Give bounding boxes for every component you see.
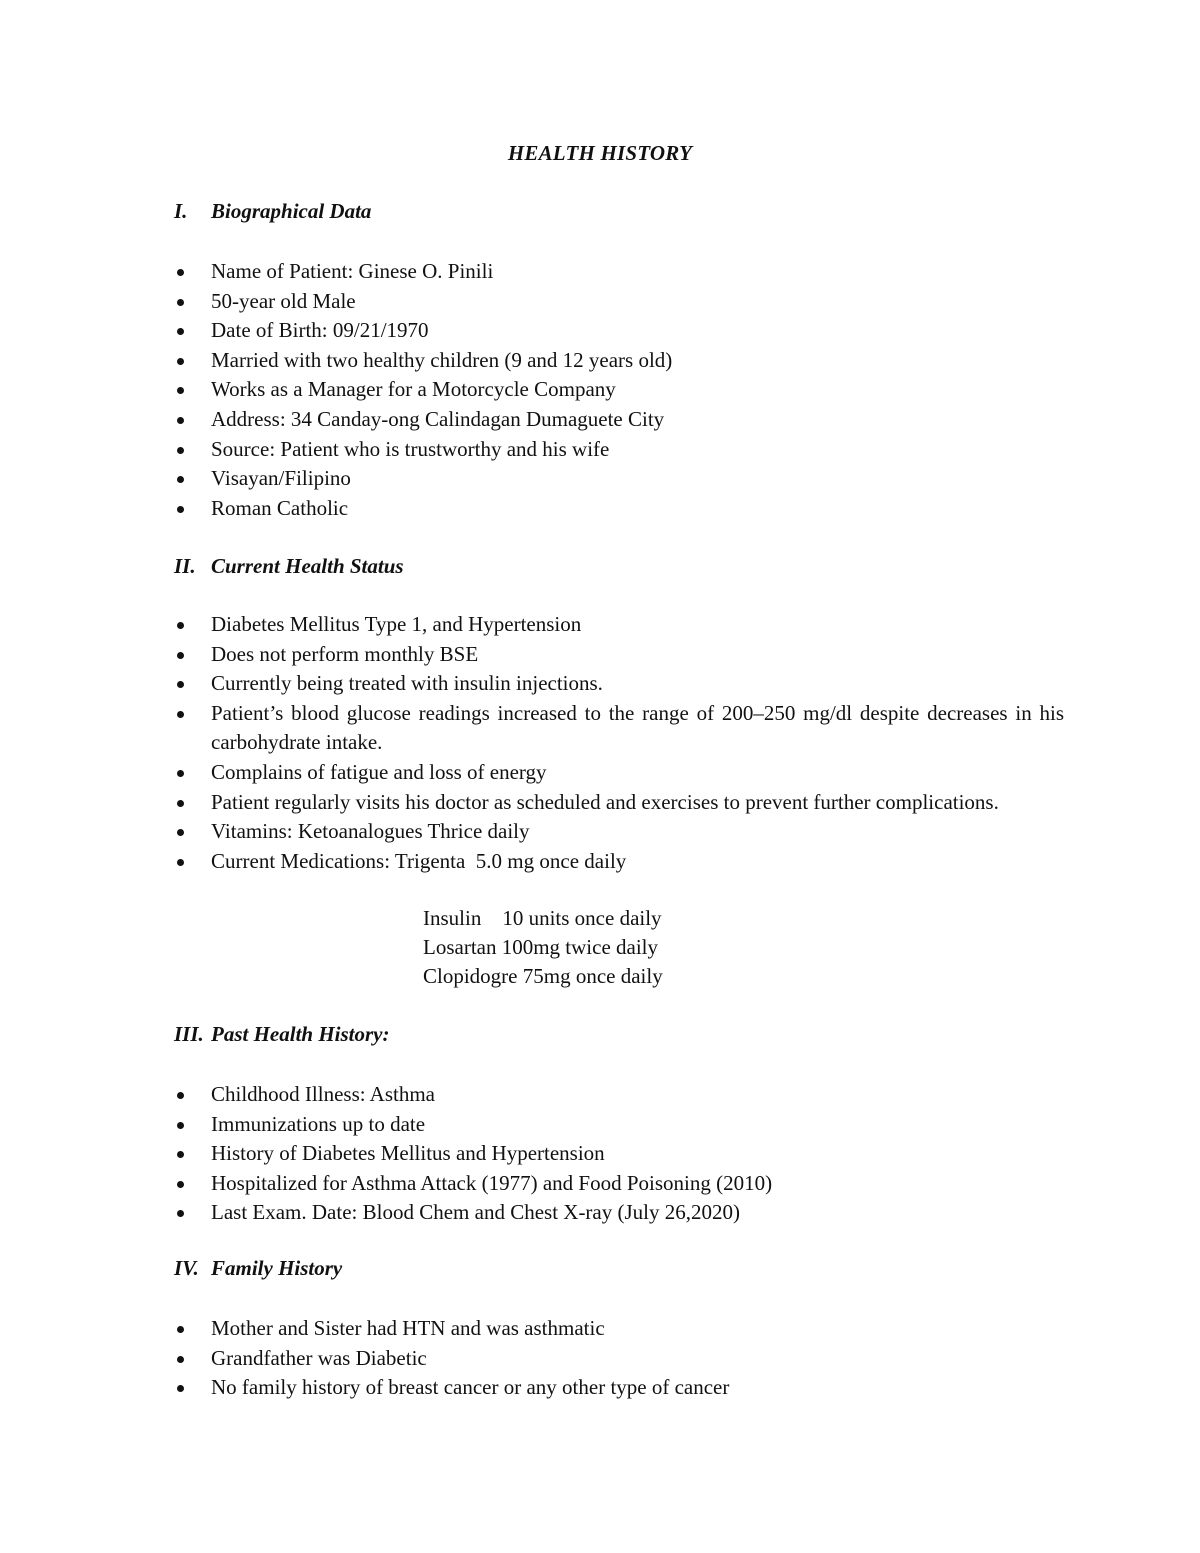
section-number: III. [174, 1022, 204, 1046]
bullet-icon [177, 447, 184, 454]
section-number: II. [174, 554, 196, 578]
bullet-icon [177, 1356, 184, 1363]
bullet-icon [177, 387, 184, 394]
bullet-icon [177, 1210, 184, 1217]
bullet-icon [177, 328, 184, 335]
list-item: Patient’s blood glucose readings increased to the range of 200–250 mg/dl despite decreases in his carbohydrate intake. [174, 699, 1064, 758]
list-item: No family history of breast cancer or any other type of cancer [174, 1373, 1064, 1403]
list-item: Date of Birth: 09/21/1970 [174, 316, 1064, 346]
list-item: Immunizations up to date [174, 1110, 1064, 1140]
list-item: Last Exam. Date: Blood Chem and Chest X-ray (July 26,2020) [174, 1198, 1064, 1228]
bullet-icon [177, 1326, 184, 1333]
medication-line: Losartan 100mg twice daily [423, 935, 659, 959]
bullet-icon [177, 1122, 184, 1129]
list-item: Patient regularly visits his doctor as scheduled and exercises to prevent further complications. [174, 788, 1064, 818]
section-title: Biographical Data [211, 199, 372, 223]
current-health-status-list [174, 610, 1064, 876]
medication-line: Insulin 10 units once daily [423, 906, 662, 930]
bullet-icon [177, 1181, 184, 1188]
bullet-icon [177, 1151, 184, 1158]
list-item: Source: Patient who is trustworthy and his wife [174, 435, 1064, 465]
section-heading-biographical-data [174, 199, 371, 224]
list-item: Grandfather was Diabetic [174, 1344, 1064, 1374]
bullet-icon [177, 711, 184, 718]
section-heading-current-health-status [174, 554, 404, 579]
bullet-icon [177, 622, 184, 629]
section-title: Past Health History: [211, 1022, 390, 1046]
medication-line: Clopidogre 75mg once daily [423, 964, 663, 988]
list-item: 50-year old Male [174, 287, 1064, 317]
section-title: Family History [211, 1256, 343, 1280]
list-item: Current Medications: Trigenta 5.0 mg once daily [174, 847, 1064, 877]
family-history-list [174, 1314, 1064, 1403]
document-title: HEALTH HISTORY [507, 141, 693, 165]
list-item: Currently being treated with insulin injections. [174, 669, 1064, 699]
bullet-icon [177, 269, 184, 276]
list-item: History of Diabetes Mellitus and Hypertension [174, 1139, 1064, 1169]
bullet-icon [177, 358, 184, 365]
bullet-icon [177, 1092, 184, 1099]
list-item: Does not perform monthly BSE [174, 640, 1064, 670]
section-title: Current Health Status [211, 554, 404, 578]
bullet-icon [177, 299, 184, 306]
section-heading-past-health-history [174, 1022, 390, 1047]
list-item: Married with two healthy children (9 and 12 years old) [174, 346, 1064, 376]
bullet-icon [177, 859, 184, 866]
list-item: Mother and Sister had HTN and was asthmatic [174, 1314, 1064, 1344]
section-heading-family-history [174, 1256, 342, 1281]
bullet-icon [177, 770, 184, 777]
list-item: Vitamins: Ketoanalogues Thrice daily [174, 817, 1064, 847]
bullet-icon [177, 681, 184, 688]
list-item: Roman Catholic [174, 494, 1064, 524]
bullet-icon [177, 800, 184, 807]
list-item: Childhood Illness: Asthma [174, 1080, 1064, 1110]
bullet-icon [177, 476, 184, 483]
section-number: IV. [174, 1256, 199, 1280]
list-item: Address: 34 Canday-ong Calindagan Dumaguete City [174, 405, 1064, 435]
list-item: Visayan/Filipino [174, 464, 1064, 494]
list-item: Diabetes Mellitus Type 1, and Hypertension [174, 610, 1064, 640]
bullet-icon [177, 829, 184, 836]
bullet-icon [177, 1385, 184, 1392]
list-item: Complains of fatigue and loss of energy [174, 758, 1064, 788]
biographical-data-list [174, 257, 1064, 523]
section-number: I. [174, 199, 188, 223]
bullet-icon [177, 652, 184, 659]
past-health-history-list [174, 1080, 1064, 1228]
bullet-icon [177, 417, 184, 424]
bullet-icon [177, 506, 184, 513]
list-item: Name of Patient: Ginese O. Pinili [174, 257, 1064, 287]
list-item: Works as a Manager for a Motorcycle Company [174, 375, 1064, 405]
list-item: Hospitalized for Asthma Attack (1977) and Food Poisoning (2010) [174, 1169, 1064, 1199]
